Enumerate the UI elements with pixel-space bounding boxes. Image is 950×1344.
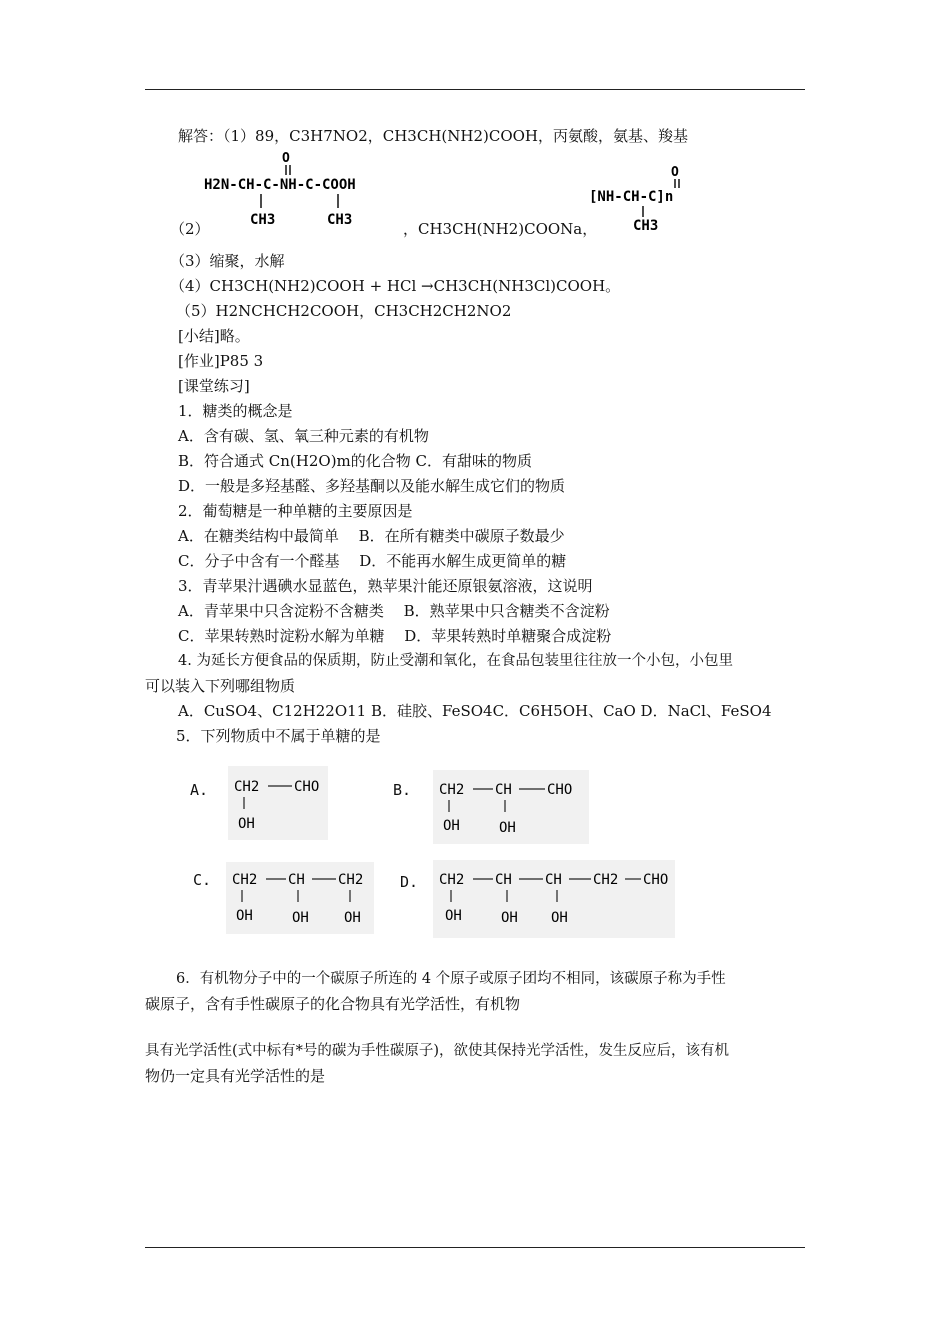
answer-line-4: （4）CH3CH(NH2)COOH + HCl →CH3CH(NH3Cl)COOH。 xyxy=(170,277,621,295)
footer-rule xyxy=(145,1247,805,1248)
svg-text:CH: CH xyxy=(495,872,512,888)
svg-text:CH2: CH2 xyxy=(593,872,619,888)
svg-text:OH: OH xyxy=(445,908,462,924)
q5-stem: 5．下列物质中不属于单糖的是 xyxy=(176,727,381,745)
svg-text:OH: OH xyxy=(238,816,255,832)
q5-option-d-structure xyxy=(433,860,675,938)
svg-text:CHO: CHO xyxy=(294,779,320,795)
svg-text:OH: OH xyxy=(292,910,309,926)
answer-line-2-label: （2） xyxy=(170,220,210,238)
q5-option-a-structure xyxy=(228,766,328,840)
q1-option-d: D．一般是多羟基醛、多羟基酮以及能水解生成它们的物质 xyxy=(178,477,566,495)
svg-text:CH2: CH2 xyxy=(439,872,465,888)
q6-line-3: 具有光学活性(式中标有*号的碳为手性碳原子)，欲使其保持光学活性，发生反应后，该有机 xyxy=(145,1043,730,1059)
svg-text:CHO: CHO xyxy=(547,782,573,798)
svg-text:CH2: CH2 xyxy=(232,872,258,888)
q3-option-ab: A．青苹果中只含淀粉不含糖类 B．熟苹果中只含糖类不含淀粉 xyxy=(178,602,610,620)
svg-text:CH: CH xyxy=(495,782,512,798)
header-rule xyxy=(145,89,805,90)
polymer-ch3: CH3 xyxy=(633,218,659,234)
q1-stem: 1．糖类的概念是 xyxy=(178,402,293,420)
svg-text:CH2: CH2 xyxy=(338,872,364,888)
polymer-structure xyxy=(587,160,707,235)
answer-line-3: （3）缩聚，水解 xyxy=(170,252,285,270)
q5-option-b-label: B. xyxy=(393,781,412,799)
svg-text:OH: OH xyxy=(344,910,361,926)
svg-text:OH: OH xyxy=(501,910,518,926)
dipeptide-structure xyxy=(200,148,415,236)
homework: [作业]P85 3 xyxy=(178,352,264,370)
q2-option-ab: A．在糖类结构中最简单 B．在所有糖类中碳原子数最少 xyxy=(178,527,565,545)
answer-line-1: 解答：（1）89，C3H7NO2，CH3CH(NH2)COOH，丙氨酸，氨基、羧基 xyxy=(178,127,689,145)
svg-text:OH: OH xyxy=(499,820,516,836)
svg-text:CH: CH xyxy=(288,872,305,888)
q5-option-b-structure xyxy=(433,770,589,844)
svg-text:CHO: CHO xyxy=(643,872,669,888)
q5-option-c-label: C. xyxy=(193,871,212,889)
q5-option-c-structure xyxy=(226,862,374,934)
q1-option-a: A．含有碳、氢、氧三种元素的有机物 xyxy=(178,427,429,445)
q3-stem: 3．青苹果汁遇碘水显蓝色，熟苹果汁能还原银氨溶液，这说明 xyxy=(178,577,593,595)
q6-line-4: 物仍一定具有光学活性的是 xyxy=(145,1067,326,1085)
dipeptide-main-chain: H2N-CH-C-NH-C-COOH xyxy=(204,177,356,193)
svg-text:OH: OH xyxy=(236,908,253,924)
q5-option-a-label: A. xyxy=(190,781,209,799)
dipeptide-ch3-b: CH3 xyxy=(327,212,353,228)
practice-heading: [课堂练习] xyxy=(178,377,250,395)
svg-text:CH2: CH2 xyxy=(439,782,465,798)
dipeptide-ch3-a: CH3 xyxy=(250,212,276,228)
svg-text:CH: CH xyxy=(545,872,562,888)
q6-line-1: 6．有机物分子中的一个碳原子所连的 4 个原子或原子团均不相同，该碳原子称为手性 xyxy=(176,971,726,987)
q4-options: A．CuSO4、C12H22O11 B．硅胶、FeSO4C．C6H5OH、CaO D．NaCl、FeSO4 xyxy=(178,702,772,720)
answer-line-5: （5）H2NCHCH2COOH，CH3CH2CH2NO2 xyxy=(176,302,512,320)
q3-option-cd: C．苹果转熟时淀粉水解为单糖 D．苹果转熟时单糖聚合成淀粉 xyxy=(178,627,612,645)
dipeptide-o: O xyxy=(282,151,290,166)
q6-line-2: 碳原子，含有手性碳原子的化合物具有光学活性，有机物 xyxy=(145,995,521,1013)
q2-stem: 2．葡萄糖是一种单糖的主要原因是 xyxy=(178,502,413,520)
polymer-o: O xyxy=(671,165,679,180)
q5-option-d-label: D. xyxy=(400,873,419,891)
svg-text:OH: OH xyxy=(551,910,568,926)
summary: [小结]略。 xyxy=(178,327,250,345)
q4-stem-line-2: 可以装入下列哪组物质 xyxy=(145,677,296,695)
q1-option-bc: B．符合通式 Cn(H2O)m的化合物 C．有甜味的物质 xyxy=(178,452,533,470)
q2-option-cd: C．分子中含有一个醛基 D．不能再水解生成更简单的糖 xyxy=(178,552,567,570)
polymer-main-chain: [NH-CH-C]n xyxy=(589,189,674,205)
answer-line-2-mid: ，CH3CH(NH2)COONa， xyxy=(403,220,598,238)
q4-stem-line-1: 4. 为延长方便食品的保质期，防止受潮和氧化，在食品包装里往往放一个小包，小包里 xyxy=(178,653,733,669)
svg-text:OH: OH xyxy=(443,818,460,834)
svg-text:CH2: CH2 xyxy=(234,779,260,795)
